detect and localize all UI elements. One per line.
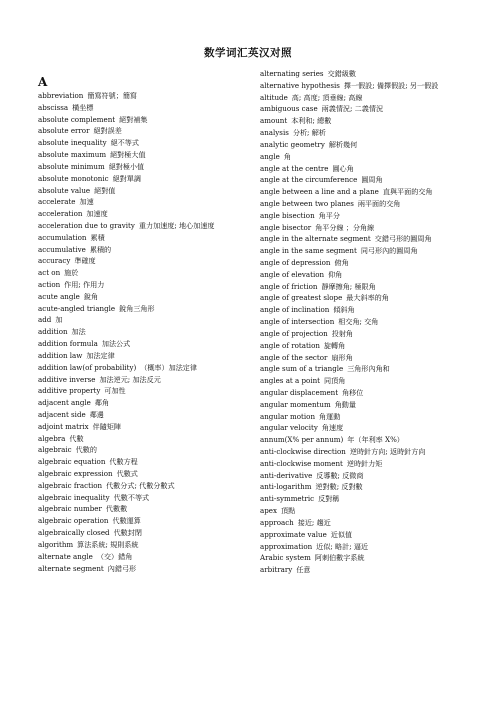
glossary-entry (260, 151, 465, 163)
document-title: 数学词汇英汉对照 (204, 47, 292, 59)
glossary-entry (38, 350, 252, 362)
entry-english-term: angle in the same segment (260, 246, 357, 256)
entry-chinese-term: 兩義情況; 二義情況 (321, 104, 384, 114)
glossary-entry (260, 139, 465, 151)
entry-english-term: angular motion (260, 411, 316, 421)
glossary-entry (260, 434, 465, 446)
entry-english-term: addition law (38, 350, 83, 360)
glossary-entry (260, 446, 465, 458)
entry-chinese-term: 可加性 (104, 386, 126, 396)
entry-chinese-term: 絕不等式 (110, 138, 139, 148)
glossary-entry (260, 174, 465, 186)
entry-chinese-term: 代數的 (75, 445, 97, 455)
entry-english-term: adjoint matrix (38, 421, 89, 431)
entry-chinese-term: 鄰角 (94, 398, 110, 408)
entry-english-term: absolute monotonic (38, 173, 109, 183)
glossary-entry (260, 517, 465, 529)
glossary-entry (260, 304, 465, 316)
entry-english-term: angular momentum (260, 399, 331, 409)
entry-chinese-term: 代數分式; 代數分數式 (106, 480, 175, 490)
glossary-entry (260, 269, 465, 281)
entry-english-term: angle of the sector (260, 352, 328, 362)
entry-english-term: alternative hypothesis (260, 80, 340, 90)
entry-english-term: angle sum of a triangle (260, 364, 344, 374)
entry-chinese-term: 投射角 (331, 328, 354, 338)
entry-chinese-term: 代數 (69, 433, 84, 443)
glossary-entry (38, 90, 252, 102)
entry-chinese-term: 三角形內角和 (347, 364, 390, 374)
entry-chinese-term: 靜摩擦角; 極限角 (321, 281, 376, 291)
glossary-entry (260, 481, 465, 493)
entry-english-term: arbitrary (260, 565, 293, 575)
entry-english-term: angle of intersection (260, 317, 335, 327)
glossary-entry (260, 470, 465, 482)
entry-english-term: angle of friction (260, 281, 318, 291)
glossary-entry (260, 375, 465, 387)
glossary-entry (38, 433, 252, 445)
entry-chinese-term: 角平分線 ；分角線 (315, 222, 375, 232)
entry-english-term: additive inverse (38, 374, 96, 384)
entry-english-term: angle in the alternate segment (260, 234, 371, 244)
entry-english-term: adjacent side (38, 409, 86, 419)
glossary-entry (38, 421, 252, 433)
entry-chinese-term: 任意 (296, 565, 311, 575)
entry-chinese-term: （交）錯角 (96, 551, 133, 561)
glossary-entry (38, 149, 252, 161)
entry-chinese-term: 絕對補集 (119, 114, 148, 124)
entry-english-term: additive property (38, 386, 101, 396)
entry-chinese-term: 交錯級數 (327, 69, 356, 78)
left-column (38, 68, 252, 574)
entry-english-term: angle bisector (260, 222, 312, 232)
glossary-entry (38, 480, 252, 492)
entry-chinese-term: 加 (55, 315, 63, 325)
entry-english-term: action (38, 280, 61, 289)
entry-chinese-term: 逆時針方向; 返時針方向 (349, 447, 426, 456)
entry-chinese-term: 逆時針力矩 (346, 458, 383, 468)
entry-chinese-term: 算法系統; 規則系統 (77, 539, 139, 549)
glossary-entry (260, 458, 465, 470)
entry-chinese-term: 阿刺伯數字系統 (314, 553, 365, 563)
entry-english-term: anti-symmetric (260, 494, 315, 504)
entry-english-term: algebraic expression (38, 469, 113, 478)
glossary-entry (38, 539, 252, 551)
glossary-entry (260, 127, 465, 139)
right-column (260, 68, 465, 576)
entry-english-term: angle bisection (260, 210, 315, 220)
entry-chinese-term: 加法公式 (101, 339, 131, 349)
entry-chinese-term: 反導數; 反微商 (316, 470, 364, 480)
glossary-entry (260, 387, 465, 399)
entry-english-term: angle of depression (260, 258, 331, 267)
entry-chinese-term: 傾斜角 (333, 305, 355, 315)
entry-chinese-term: 加速度 (86, 209, 108, 219)
glossary-entry (38, 515, 252, 527)
entry-english-term: ambiguous case (260, 104, 318, 114)
entry-chinese-term: 角平分 (318, 210, 340, 220)
entry-english-term: accumulative (38, 244, 86, 254)
entry-chinese-term: 內錯弓形 (107, 563, 137, 573)
glossary-entry (38, 456, 252, 468)
entry-english-term: angles at a point (260, 376, 321, 386)
glossary-entry (38, 314, 252, 326)
entry-english-term: absolute inequality (38, 138, 107, 148)
glossary-entry (38, 444, 252, 456)
glossary-entry (38, 244, 252, 256)
entry-chinese-term: 逆對數; 反對數 (315, 482, 363, 492)
glossary-entry (38, 185, 252, 197)
entry-chinese-term: 角 (283, 151, 291, 161)
entry-chinese-term: 代數不等式 (113, 492, 150, 502)
entry-english-term: acceleration due to gravity (38, 220, 135, 230)
entry-chinese-term: 重力加速度; 地心加速度 (138, 220, 215, 230)
glossary-entry (38, 125, 252, 137)
entry-chinese-term: 交錯弓形的圓周角 (374, 234, 432, 244)
glossary-entry (260, 115, 465, 127)
glossary-entry (260, 198, 465, 210)
glossary-entry (260, 422, 465, 434)
glossary-entry (38, 563, 252, 575)
entry-chinese-term: 簡寫符號；簡寫 (87, 91, 138, 100)
entry-chinese-term: 代數封閉 (113, 528, 142, 538)
glossary-entry (260, 552, 465, 564)
entry-chinese-term: 旋轉角 (323, 340, 346, 350)
entry-chinese-term: 直與平面的交角 (382, 187, 433, 197)
glossary-entry (38, 173, 252, 185)
entry-english-term: angular displacement (260, 387, 339, 397)
entry-english-term: algebraic operation (38, 516, 109, 526)
entry-chinese-term: 同頂角 (324, 376, 346, 386)
glossary-entry (38, 196, 252, 208)
entry-english-term: approach (260, 517, 294, 527)
entry-english-term: acceleration (38, 209, 83, 219)
entry-english-term: algebraic equation (38, 457, 106, 467)
entry-english-term: angle of rotation (260, 340, 320, 350)
glossary-entry (38, 232, 252, 244)
entry-chinese-term: 角移位 (342, 387, 364, 397)
entry-chinese-term: 絕對單調 (112, 173, 141, 183)
glossary-entry (260, 222, 465, 234)
glossary-entry (260, 493, 465, 505)
entry-english-term: angle of elevation (260, 269, 325, 279)
entry-chinese-term: 銳角 (83, 291, 99, 301)
entry-english-term: angle at the centre (260, 163, 329, 173)
entry-english-term: addition formula (38, 339, 98, 349)
entry-chinese-term: 高; 高度; 頂垂線; 高線 (291, 92, 363, 102)
glossary-entry (38, 527, 252, 539)
entry-english-term: angle (260, 151, 280, 161)
entry-chinese-term: 代數式 (116, 469, 138, 478)
glossary-entry (38, 255, 252, 267)
entry-english-term: approximation (260, 541, 313, 551)
entry-chinese-term: 最大斜率的角 (346, 293, 389, 303)
entry-english-term: absolute error (38, 126, 90, 136)
entry-english-term: abscissa (38, 102, 69, 112)
entry-chinese-term: 作用; 作用力 (64, 280, 105, 289)
entry-english-term: algebraic inequality (38, 492, 110, 502)
entry-english-term: algebra (38, 433, 66, 443)
glossary-entry (38, 385, 252, 397)
entry-chinese-term: 仰角 (328, 269, 343, 279)
entry-chinese-term: 準確度 (74, 256, 96, 266)
entry-english-term: approximate value (260, 529, 327, 539)
glossary-entry (260, 92, 465, 104)
entry-english-term: addition (38, 327, 68, 337)
glossary-entry (38, 291, 252, 303)
glossary-entry (260, 80, 465, 92)
entry-english-term: Arabic system (260, 553, 311, 563)
entry-english-term: annum(X% per annum) (260, 435, 344, 445)
entry-english-term: absolute value (38, 185, 91, 195)
glossary-entry (260, 411, 465, 423)
entry-chinese-term: 橫坐標 (72, 102, 94, 112)
glossary-entry (260, 399, 465, 411)
glossary-entry (260, 281, 465, 293)
entry-english-term: add (38, 315, 52, 325)
glossary-entry (38, 409, 252, 421)
entry-english-term: angle of projection (260, 328, 328, 338)
entry-chinese-term: 累積 (90, 232, 105, 242)
entry-english-term: angle between two planes (260, 198, 354, 208)
entry-chinese-term: 加法逆元; 加法反元 (99, 374, 161, 384)
glossary-entry (260, 257, 465, 269)
entry-chinese-term: 角速度 (321, 423, 344, 433)
entry-chinese-term: 圓周角 (361, 175, 383, 185)
glossary-entry (38, 220, 252, 232)
entry-chinese-term: 絕對極小值 (108, 161, 145, 171)
entry-chinese-term: 分析; 解析 (292, 128, 326, 138)
glossary-entry (260, 186, 465, 198)
entry-chinese-term: 銳角三角形 (119, 303, 155, 313)
entry-chinese-term: 加法 (71, 327, 86, 337)
entry-english-term: analytic geometry (260, 139, 325, 149)
glossary-entry (38, 551, 252, 563)
entry-chinese-term: 近似; 略計; 逼近 (316, 541, 369, 551)
entry-english-term: absolute minimum (38, 161, 105, 171)
entry-chinese-term: 相交角; 交角 (338, 317, 379, 327)
entry-chinese-term: 頂點 (280, 506, 296, 516)
entry-chinese-term: 代數方程 (109, 457, 138, 467)
entry-chinese-term: 鄰邊 (89, 409, 104, 419)
entry-english-term: acute angle (38, 291, 80, 301)
entry-chinese-term: 絕對誤差 (93, 126, 122, 136)
entry-english-term: alternating series (260, 69, 324, 78)
entry-english-term: adjacent angle (38, 398, 91, 408)
entry-english-term: angle of greatest slope (260, 293, 343, 303)
entry-chinese-term: 反對稱 (318, 494, 340, 504)
entry-english-term: amount (260, 116, 288, 126)
entry-english-term: analysis (260, 128, 289, 138)
entry-english-term: acute-angled triangle (38, 303, 116, 313)
glossary-entry (260, 541, 465, 553)
entry-english-term: angle between a line and a plane (260, 187, 379, 197)
entry-english-term: absolute complement (38, 114, 116, 124)
entry-english-term: abbreviation (38, 91, 84, 100)
entry-chinese-term: 代數數 (105, 504, 128, 514)
right-entry-list (260, 68, 465, 576)
entry-english-term: absolute maximum (38, 150, 107, 160)
glossary-entry (260, 316, 465, 328)
entry-english-term: anti-clockwise moment (260, 458, 343, 468)
entry-english-term: anti-logarithm (260, 482, 312, 492)
entry-english-term: apex (260, 506, 277, 516)
entry-english-term: accuracy (38, 256, 71, 266)
glossary-entry (38, 326, 252, 338)
entry-english-term: angle at the circumference (260, 175, 358, 185)
glossary-entry (38, 492, 252, 504)
entry-chinese-term: 角動量 (334, 399, 356, 409)
glossary-entry (260, 340, 465, 352)
entry-english-term: alternate segment (38, 563, 104, 573)
entry-english-term: act on (38, 268, 61, 278)
glossary-entry (260, 564, 465, 576)
entry-chinese-term: 加法定律 (86, 350, 115, 360)
glossary-entry (38, 267, 252, 279)
entry-english-term: anti-clockwise direction (260, 447, 346, 456)
glossary-entry (260, 233, 465, 245)
glossary-entry (38, 137, 252, 149)
entry-english-term: algebraic (38, 445, 72, 455)
glossary-entry (38, 468, 252, 480)
glossary-entry (38, 303, 252, 315)
entry-chinese-term: 加速 (79, 197, 94, 207)
glossary-entry (260, 529, 465, 541)
glossary-entry (38, 279, 252, 291)
entry-english-term: algebraically closed (38, 528, 110, 538)
entry-english-term: algorithm (38, 539, 74, 549)
entry-chinese-term: 兩平面的交角 (357, 198, 401, 208)
entry-chinese-term: 絕對值 (94, 185, 116, 195)
glossary-entry (260, 245, 465, 257)
glossary-entry (260, 210, 465, 222)
entry-english-term: accumulation (38, 232, 87, 242)
entry-chinese-term: 同弓形內的圓周角 (360, 246, 418, 256)
entry-chinese-term: 施於 (64, 268, 79, 278)
entry-chinese-term: 絕對極大值 (110, 150, 146, 160)
glossary-entry (260, 163, 465, 175)
entry-english-term: addition law(of probability) (38, 362, 137, 372)
glossary-entry (260, 103, 465, 115)
entry-english-term: anti-derivative (260, 470, 313, 480)
entry-chinese-term: 俯角 (334, 258, 349, 267)
entry-english-term: angle of inclination (260, 305, 330, 315)
glossary-entry (38, 374, 252, 386)
entry-chinese-term: 年（年利率 X%） (347, 435, 404, 445)
entry-chinese-term: 代數運算 (112, 516, 141, 526)
entry-english-term: accelerate (38, 197, 76, 207)
entry-chinese-term: 本利和; 總數 (291, 116, 332, 126)
glossary-entry (38, 208, 252, 220)
entry-english-term: algebraic number (38, 504, 102, 514)
left-entry-list (38, 90, 252, 574)
entry-english-term: altitude (260, 92, 288, 102)
entry-chinese-term: 近似值 (330, 529, 353, 539)
glossary-entry (38, 114, 252, 126)
entry-english-term: algebraic fraction (38, 480, 103, 490)
entry-chinese-term: 扇形角 (331, 352, 353, 362)
entry-chinese-term: 圓心角 (332, 163, 354, 173)
entry-english-term: angular velocity (260, 423, 318, 433)
glossary-entry (260, 352, 465, 364)
entry-chinese-term: 伴隨矩陣 (92, 421, 122, 431)
glossary-entry (260, 68, 465, 80)
glossary-entry (38, 338, 252, 350)
glossary-entry (260, 363, 465, 375)
entry-chinese-term: 累積的 (89, 244, 112, 254)
glossary-entry (38, 102, 252, 114)
glossary-entry (260, 292, 465, 304)
glossary-entry (38, 362, 252, 374)
entry-chinese-term: 擇一假設; 備擇假設; 另一假設 (343, 80, 439, 90)
entry-chinese-term: （概率）加法定律 (140, 362, 197, 372)
glossary-entry (38, 161, 252, 173)
section-letter: A (38, 75, 48, 89)
glossary-entry (260, 505, 465, 517)
entry-english-term: alternate angle (38, 551, 93, 561)
glossary-entry (38, 503, 252, 515)
entry-chinese-term: 角運動 (319, 411, 341, 421)
entry-chinese-term: 接近; 趨近 (297, 517, 331, 527)
glossary-entry (38, 397, 252, 409)
entry-chinese-term: 解析幾何 (328, 139, 358, 149)
glossary-entry (260, 328, 465, 340)
